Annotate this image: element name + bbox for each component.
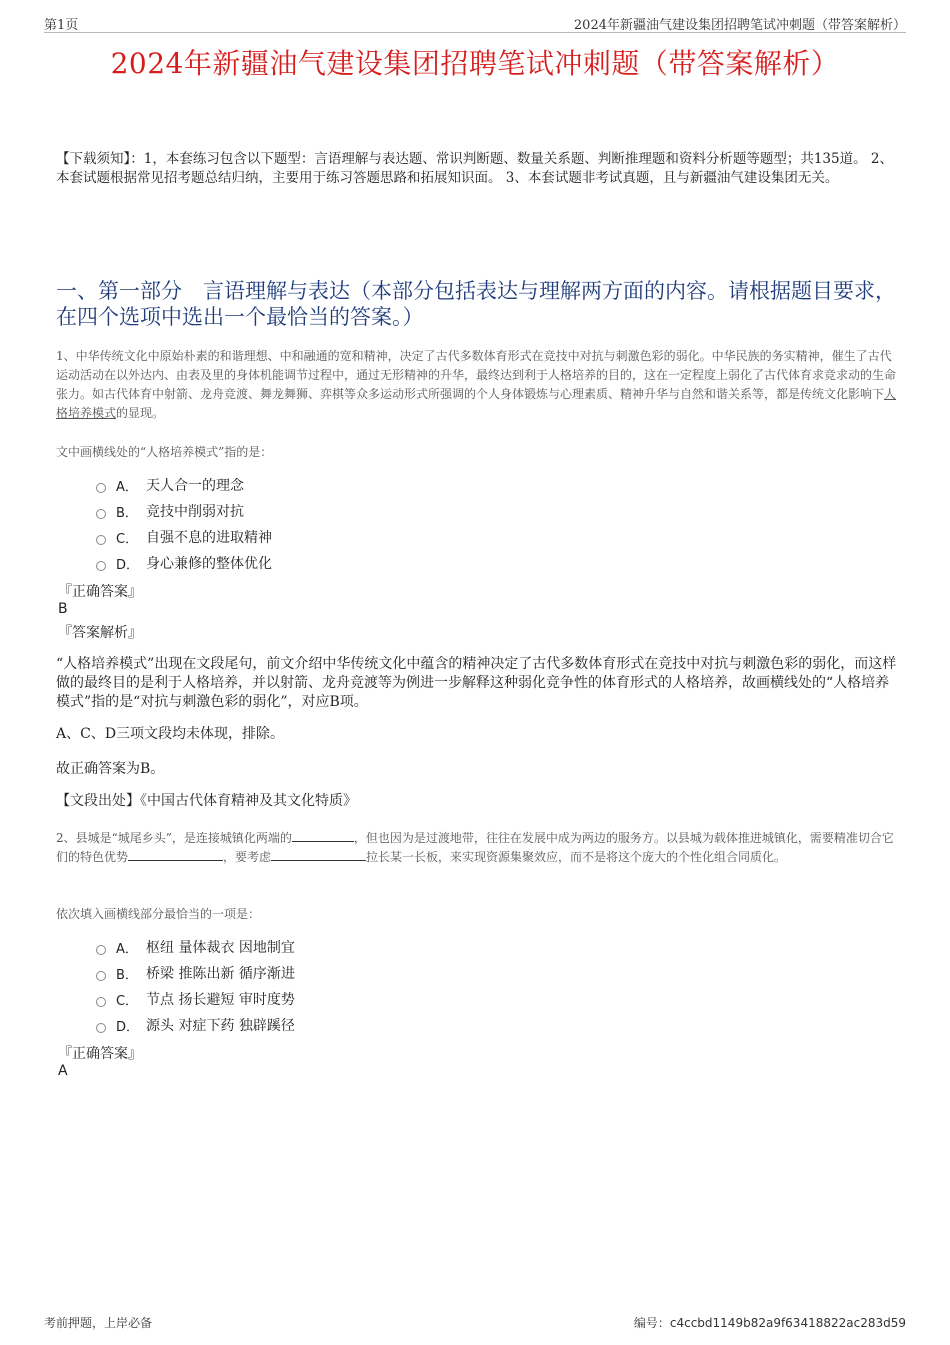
- option-text: 竞技中削弱对抗: [146, 504, 244, 520]
- question-1-answer: B: [58, 601, 68, 617]
- question-2-option-d[interactable]: [96, 1012, 295, 1038]
- fill-blank-1: [292, 829, 354, 842]
- option-letter: A．: [116, 941, 138, 957]
- question-2-answer: A: [58, 1063, 68, 1079]
- fill-blank-3: [271, 848, 366, 861]
- option-letter: C．: [116, 531, 139, 547]
- option-text: 天人合一的理念: [146, 478, 244, 494]
- option-letter: B．: [116, 967, 138, 983]
- footer-slogan: 考前押题，上岸必备: [44, 1316, 153, 1330]
- option-text: 身心兼修的整体优化: [146, 556, 272, 572]
- download-notice: 【下载须知】：1，本套练习包含以下题型：言语理解与表达题、常识判断题、数量关系题、判断推理题和资料分析题等题型；共135道。 2、本套试题根据常见招考题总结归纳，主要用于练习答题思路和拓展知识面。 3、本套试题非考试真题，且与新疆油气建设集团无关。: [56, 151, 893, 186]
- footer-id-label: 编号：: [633, 1316, 670, 1330]
- radio-icon[interactable]: [96, 997, 106, 1007]
- option-letter: C．: [116, 993, 139, 1009]
- radio-icon[interactable]: [96, 509, 106, 519]
- option-text: 枢纽 量体裁衣 因地制宜: [146, 940, 295, 956]
- question-2-part-2: ，但也因为是过渡地带，往往在发展中成为两边的服务方。以县城为载体推进城镇化，需要精准切合它们的特色优势: [56, 831, 894, 864]
- question-1-options: [96, 472, 272, 576]
- radio-icon[interactable]: [96, 483, 106, 493]
- question-2-part-1: 2、县城是“城尾乡头”，是连接城镇化两端的: [56, 831, 292, 845]
- question-1-answer-label: 『正确答案』: [58, 584, 142, 600]
- radio-icon[interactable]: [96, 971, 106, 981]
- question-1-exclude: A、C、D三项文段均未体现，排除。: [56, 726, 285, 742]
- option-letter: D．: [116, 1019, 140, 1035]
- question-2-prompt: 依次填入画横线部分最恰当的一项是：: [56, 907, 261, 921]
- option-letter: D．: [116, 557, 140, 573]
- radio-icon[interactable]: [96, 561, 106, 571]
- question-1-source: 【文段出处】《中国古代体育精神及其文化特质》: [56, 793, 357, 809]
- question-2-part-3: ，要考虑: [223, 850, 272, 864]
- question-1-option-b[interactable]: [96, 498, 272, 524]
- fill-blank-2: [128, 848, 223, 861]
- question-2-option-b[interactable]: [96, 960, 295, 986]
- question-2-option-a[interactable]: [96, 934, 295, 960]
- question-2-option-c[interactable]: [96, 986, 295, 1012]
- question-1-text-before: 1、中华传统文化中原始朴素的和谐理想、中和融通的宽和精神，决定了古代多数体育形式在竞技中对抗与刺激色彩的弱化。中华民族的务实精神，催生了古代运动活动在以外达内、由表及里的身体机能调节过程中，通过无形精神的升华，最终达到利于人格培养的目的，这在一定程度上弱化了古代体育求竞求动的生命张力。如古代体育中射箭、龙舟竞渡、舞龙舞狮、弈棋等众多运动形式所强调的个人身体锻炼与心理素质、精神升华与自然和谐关系等，都是传统文化影响下: [56, 349, 897, 401]
- radio-icon[interactable]: [96, 535, 106, 545]
- header-divider: [44, 32, 906, 33]
- question-1-prompt: 文中画横线处的“人格培养模式”指的是：: [56, 445, 273, 459]
- page-title: 2024年新疆油气建设集团招聘笔试冲刺题（带答案解析）: [110, 47, 840, 80]
- question-1-conclusion: 故正确答案为B。: [56, 761, 165, 777]
- question-1-option-a[interactable]: [96, 472, 272, 498]
- option-letter: A．: [116, 479, 138, 495]
- option-text: 源头 对症下药 独辟蹊径: [146, 1018, 295, 1034]
- question-1-text: [56, 347, 898, 423]
- question-2-options: [96, 934, 295, 1038]
- header-doc-title: 2024年新疆油气建设集团招聘笔试冲刺题（带答案解析）: [573, 18, 906, 33]
- question-2-answer-label: 『正确答案』: [58, 1046, 142, 1062]
- radio-icon[interactable]: [96, 1023, 106, 1033]
- page-number: 第1页: [44, 18, 79, 33]
- option-text: 桥梁 推陈出新 循序渐进: [146, 966, 295, 982]
- option-letter: B．: [116, 505, 138, 521]
- option-text: 节点 扬长避短 审时度势: [146, 992, 295, 1008]
- question-2-part-4: 拉长某一长板，来实现资源集聚效应，而不是将这个庞大的个性化组合同质化。: [366, 850, 787, 864]
- question-1-option-c[interactable]: [96, 524, 272, 550]
- option-text: 自强不息的进取精神: [146, 530, 272, 546]
- question-2-text: [56, 829, 898, 867]
- question-1-underlined-term: 人格培养模式: [56, 387, 897, 420]
- question-1-option-d[interactable]: [96, 550, 272, 576]
- question-1-analysis: “人格培养模式”出现在文段尾句，前文介绍中华传统文化中蕴含的精神决定了古代多数体育形式在竞技中对抗与刺激色彩的弱化，而这样做的最终目的是利于人格培养，并以射箭、龙舟竞渡等为例进一步解释这种弱化竞争性的体育形式的人格培养，故画横线处的“人格培养模式”指的是“对抗与刺激色彩的弱化”，对应B项。: [56, 656, 897, 710]
- radio-icon[interactable]: [96, 945, 106, 955]
- footer-id-value: c4ccbd1149b82a9f63418822ac283d59: [669, 1316, 906, 1330]
- section-heading: 一、第一部分 言语理解与表达（本部分包括表达与理解两方面的内容。请根据题目要求，在四个选项中选出一个最恰当的答案。）: [56, 279, 896, 329]
- question-1-text-after: 的显现。: [116, 406, 165, 420]
- question-1-analysis-label: 『答案解析』: [58, 625, 142, 641]
- footer-id: [634, 1314, 906, 1331]
